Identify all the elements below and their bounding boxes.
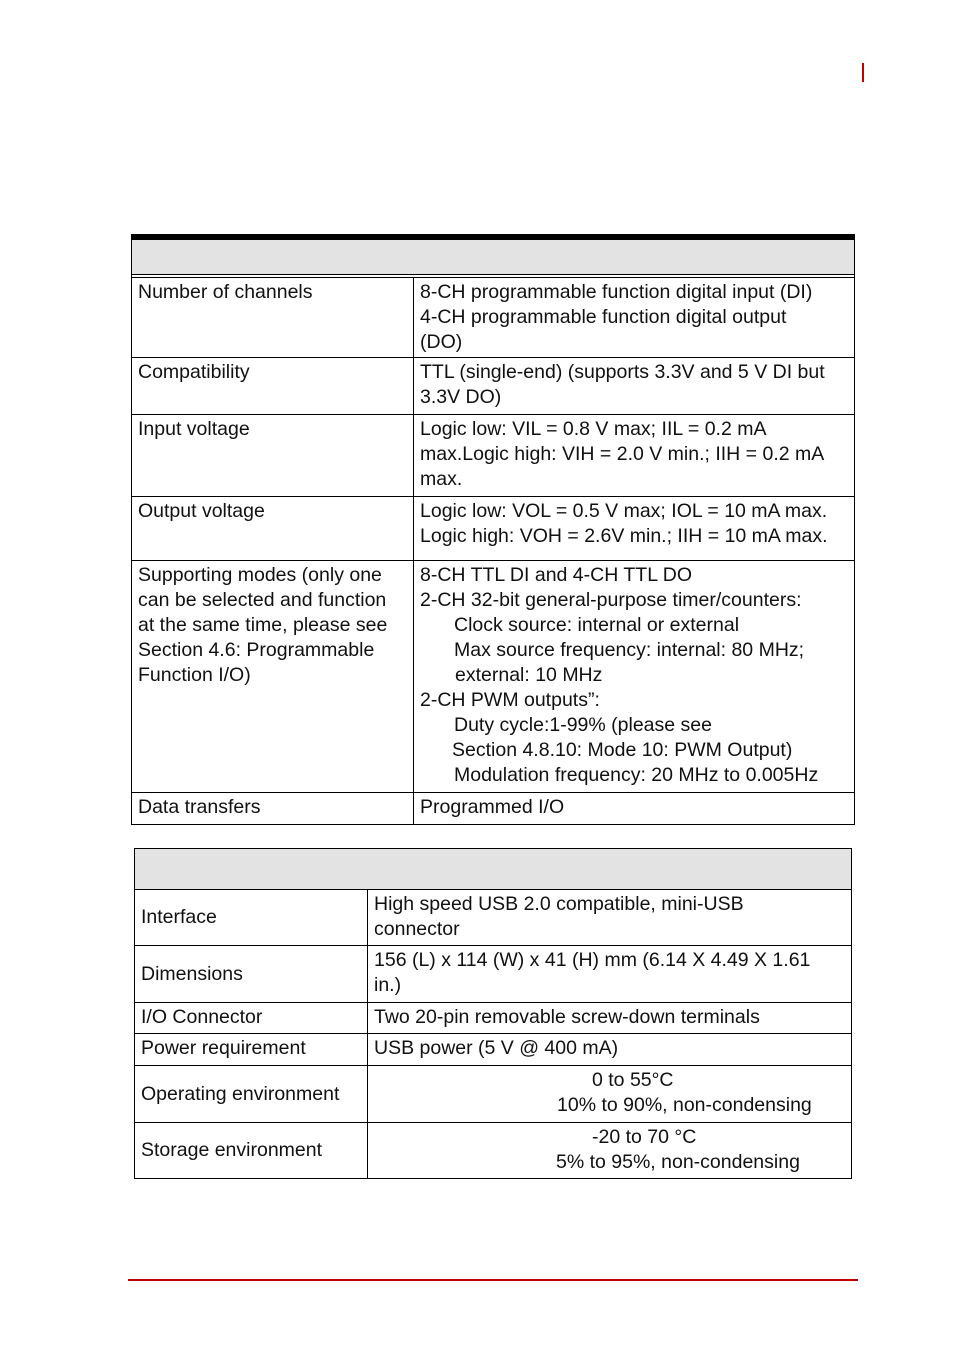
table-row — [135, 1003, 852, 1034]
spec-label: Number of channels — [132, 278, 414, 358]
spec-label: Dimensions — [135, 946, 368, 1003]
table-row — [132, 497, 855, 561]
table-row — [135, 946, 852, 1003]
table-row — [135, 890, 852, 946]
spec-label: Data transfers — [132, 793, 414, 825]
spec-value: Logic low: VOL = 0.5 V max; IOL = 10 mA max. Logic high: VOH = 2.6V min.; IIH = 10 mA max. — [414, 497, 855, 561]
spec-label: Output voltage — [132, 497, 414, 561]
table-header — [132, 237, 855, 275]
spec-value: Programmed I/O — [414, 793, 855, 825]
spec-label: Interface — [135, 890, 368, 946]
page-corner-mark — [862, 63, 864, 82]
footer-divider — [128, 1279, 858, 1281]
spec-value: Logic low: VIL = 0.8 V max; IIL = 0.2 mA max.Logic high: VIH = 2.0 V min.; IIH = 0.2 mA max. — [414, 415, 855, 497]
spec-label: Input voltage — [132, 415, 414, 497]
spec-value: -20 to 70 °C 5% to 95%, non-condensing — [368, 1123, 852, 1179]
spec-value: 8-CH programmable function digital input (DI) 4-CH programmable function digital output (DO) — [414, 278, 855, 358]
table-row — [132, 358, 855, 415]
spec-value: USB power (5 V @ 400 mA) — [368, 1034, 852, 1066]
spec-label: I/O Connector — [135, 1003, 368, 1034]
digital-io-spec-table — [131, 234, 855, 825]
spec-value: Two 20-pin removable screw-down terminals — [368, 1003, 852, 1034]
spec-label: Supporting modes (only one can be selected and function at the same time, please see Section 4.6: Programmable Function I/O) — [132, 561, 414, 793]
table-header — [135, 849, 852, 890]
spec-value: 0 to 55°C 10% to 90%, non-condensing — [368, 1066, 852, 1123]
spec-label: Compatibility — [132, 358, 414, 415]
spec-value: TTL (single-end) (supports 3.3V and 5 V DI but 3.3V DO) — [414, 358, 855, 415]
table-row — [132, 793, 855, 825]
table-row — [135, 1066, 852, 1123]
table-row — [132, 561, 855, 793]
spec-value: 156 (L) x 114 (W) x 41 (H) mm (6.14 X 4.49 X 1.61 in.) — [368, 946, 852, 1003]
table-row — [132, 415, 855, 497]
table-header-row — [135, 849, 852, 890]
table-header-row — [132, 237, 855, 275]
spec-label: Power requirement — [135, 1034, 368, 1066]
general-spec-table — [134, 848, 852, 1179]
spec-value: 8-CH TTL DI and 4-CH TTL DO 2-CH 32-bit general-purpose timer/counters: Clock source: internal or external Max source frequency: internal: 80 MHz; external: 10 MHz 2-CH PWM outputs”: Duty cycle:1-99% (please see Section 4.8.10: Mode 10: PWM Output) Modulation frequency: 20 MHz to 0.005Hz — [414, 561, 855, 793]
table-row — [135, 1123, 852, 1179]
table-row — [132, 278, 855, 358]
spec-label: Storage environment — [135, 1123, 368, 1179]
spec-label: Operating environment — [135, 1066, 368, 1123]
table-row — [135, 1034, 852, 1066]
spec-value: High speed USB 2.0 compatible, mini-USB connector — [368, 890, 852, 946]
